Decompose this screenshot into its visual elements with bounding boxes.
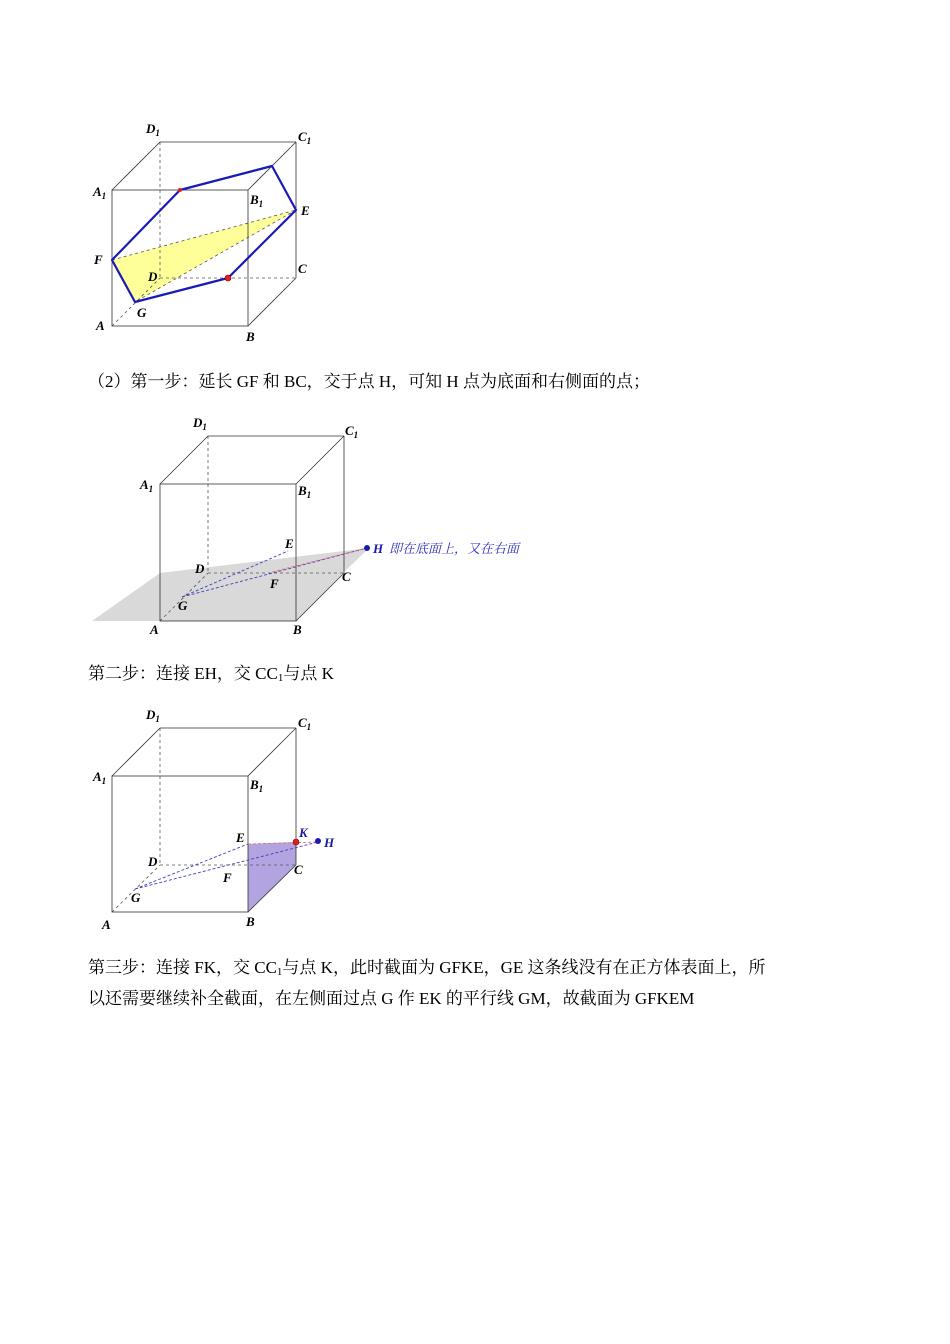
label-D1: $D_1$: [146, 121, 160, 138]
label-B1: $B_1$: [250, 192, 264, 209]
label-G-3: G: [131, 890, 141, 905]
step-2-text: 第二步：连接 EH，交 CC: [88, 664, 278, 683]
step-3-text: 第三步：连接 FK，交 CC: [88, 958, 277, 977]
label-D: D: [148, 269, 158, 284]
label-E-3: E: [236, 830, 245, 845]
label-C: C: [298, 261, 307, 276]
label-E: E: [301, 203, 310, 218]
label-D1-3: $D_1$: [146, 707, 160, 724]
label-F-2: F: [270, 576, 279, 591]
figure-1-cube: [92, 121, 311, 344]
label-A-2: A: [150, 622, 159, 637]
step-3-subscript: 1: [276, 966, 283, 978]
step-1-paragraph: （2）第一步：延长 GF 和 BC，交于点 H，可知 H 点为底面和右侧面的点；: [88, 372, 650, 391]
step-2-text-end: 与点 K: [283, 664, 334, 683]
label-B1-3: $B_1$: [250, 777, 264, 794]
label-H-2: H: [373, 541, 384, 556]
step-3-paragraph-line-2: 以还需要继续补全截面，在左侧面过点 G 作 EK 的平行线 GM，故截面为 GFKEM: [88, 989, 695, 1008]
label-C1-2: $C_1$: [345, 423, 359, 440]
label-A1: $A_1$: [93, 184, 107, 201]
label-E-2: E: [285, 536, 294, 551]
label-D1-2: $D_1$: [193, 415, 207, 432]
label-C-2: C: [342, 569, 351, 584]
section-triangle-fill: [112, 210, 296, 302]
label-C-3: C: [294, 862, 303, 877]
label-K-3: K: [299, 825, 308, 840]
label-D-3: D: [148, 854, 158, 869]
label-A1-3: $A_1$: [93, 769, 107, 786]
figure-2-cube: [92, 415, 521, 637]
step-3-text-cont: 与点 K，此时截面为 GFKE，GE 这条线没有在正方体表面上，所: [282, 958, 766, 977]
label-F-3: F: [223, 870, 232, 885]
step-2-paragraph: [88, 658, 334, 694]
label-D-2: D: [195, 561, 205, 576]
label-A-3: A: [102, 917, 111, 932]
label-G: G: [137, 305, 147, 320]
label-B-2: B: [293, 622, 302, 637]
step-2-subscript: 1: [277, 672, 284, 684]
section-triangle-purple: [248, 842, 296, 912]
label-G-2: G: [178, 598, 188, 613]
annotation-H: 即在底面上，又在右面: [389, 542, 520, 557]
label-H-3: H: [324, 835, 335, 850]
label-F: F: [94, 252, 103, 267]
label-A: A: [96, 318, 105, 333]
label-C1-3: $C_1$: [298, 715, 312, 732]
point-on-bottom: [225, 275, 231, 281]
point-on-edge: [178, 188, 182, 192]
point-H-3: [315, 838, 321, 844]
label-B: B: [246, 329, 255, 344]
label-A1-2: $A_1$: [140, 477, 154, 494]
label-C1: $C_1$: [298, 129, 312, 146]
label-B-3: B: [246, 914, 255, 929]
label-B1-2: $B_1$: [298, 483, 312, 500]
point-H: [364, 545, 370, 551]
figure-3-cube: [92, 707, 335, 932]
